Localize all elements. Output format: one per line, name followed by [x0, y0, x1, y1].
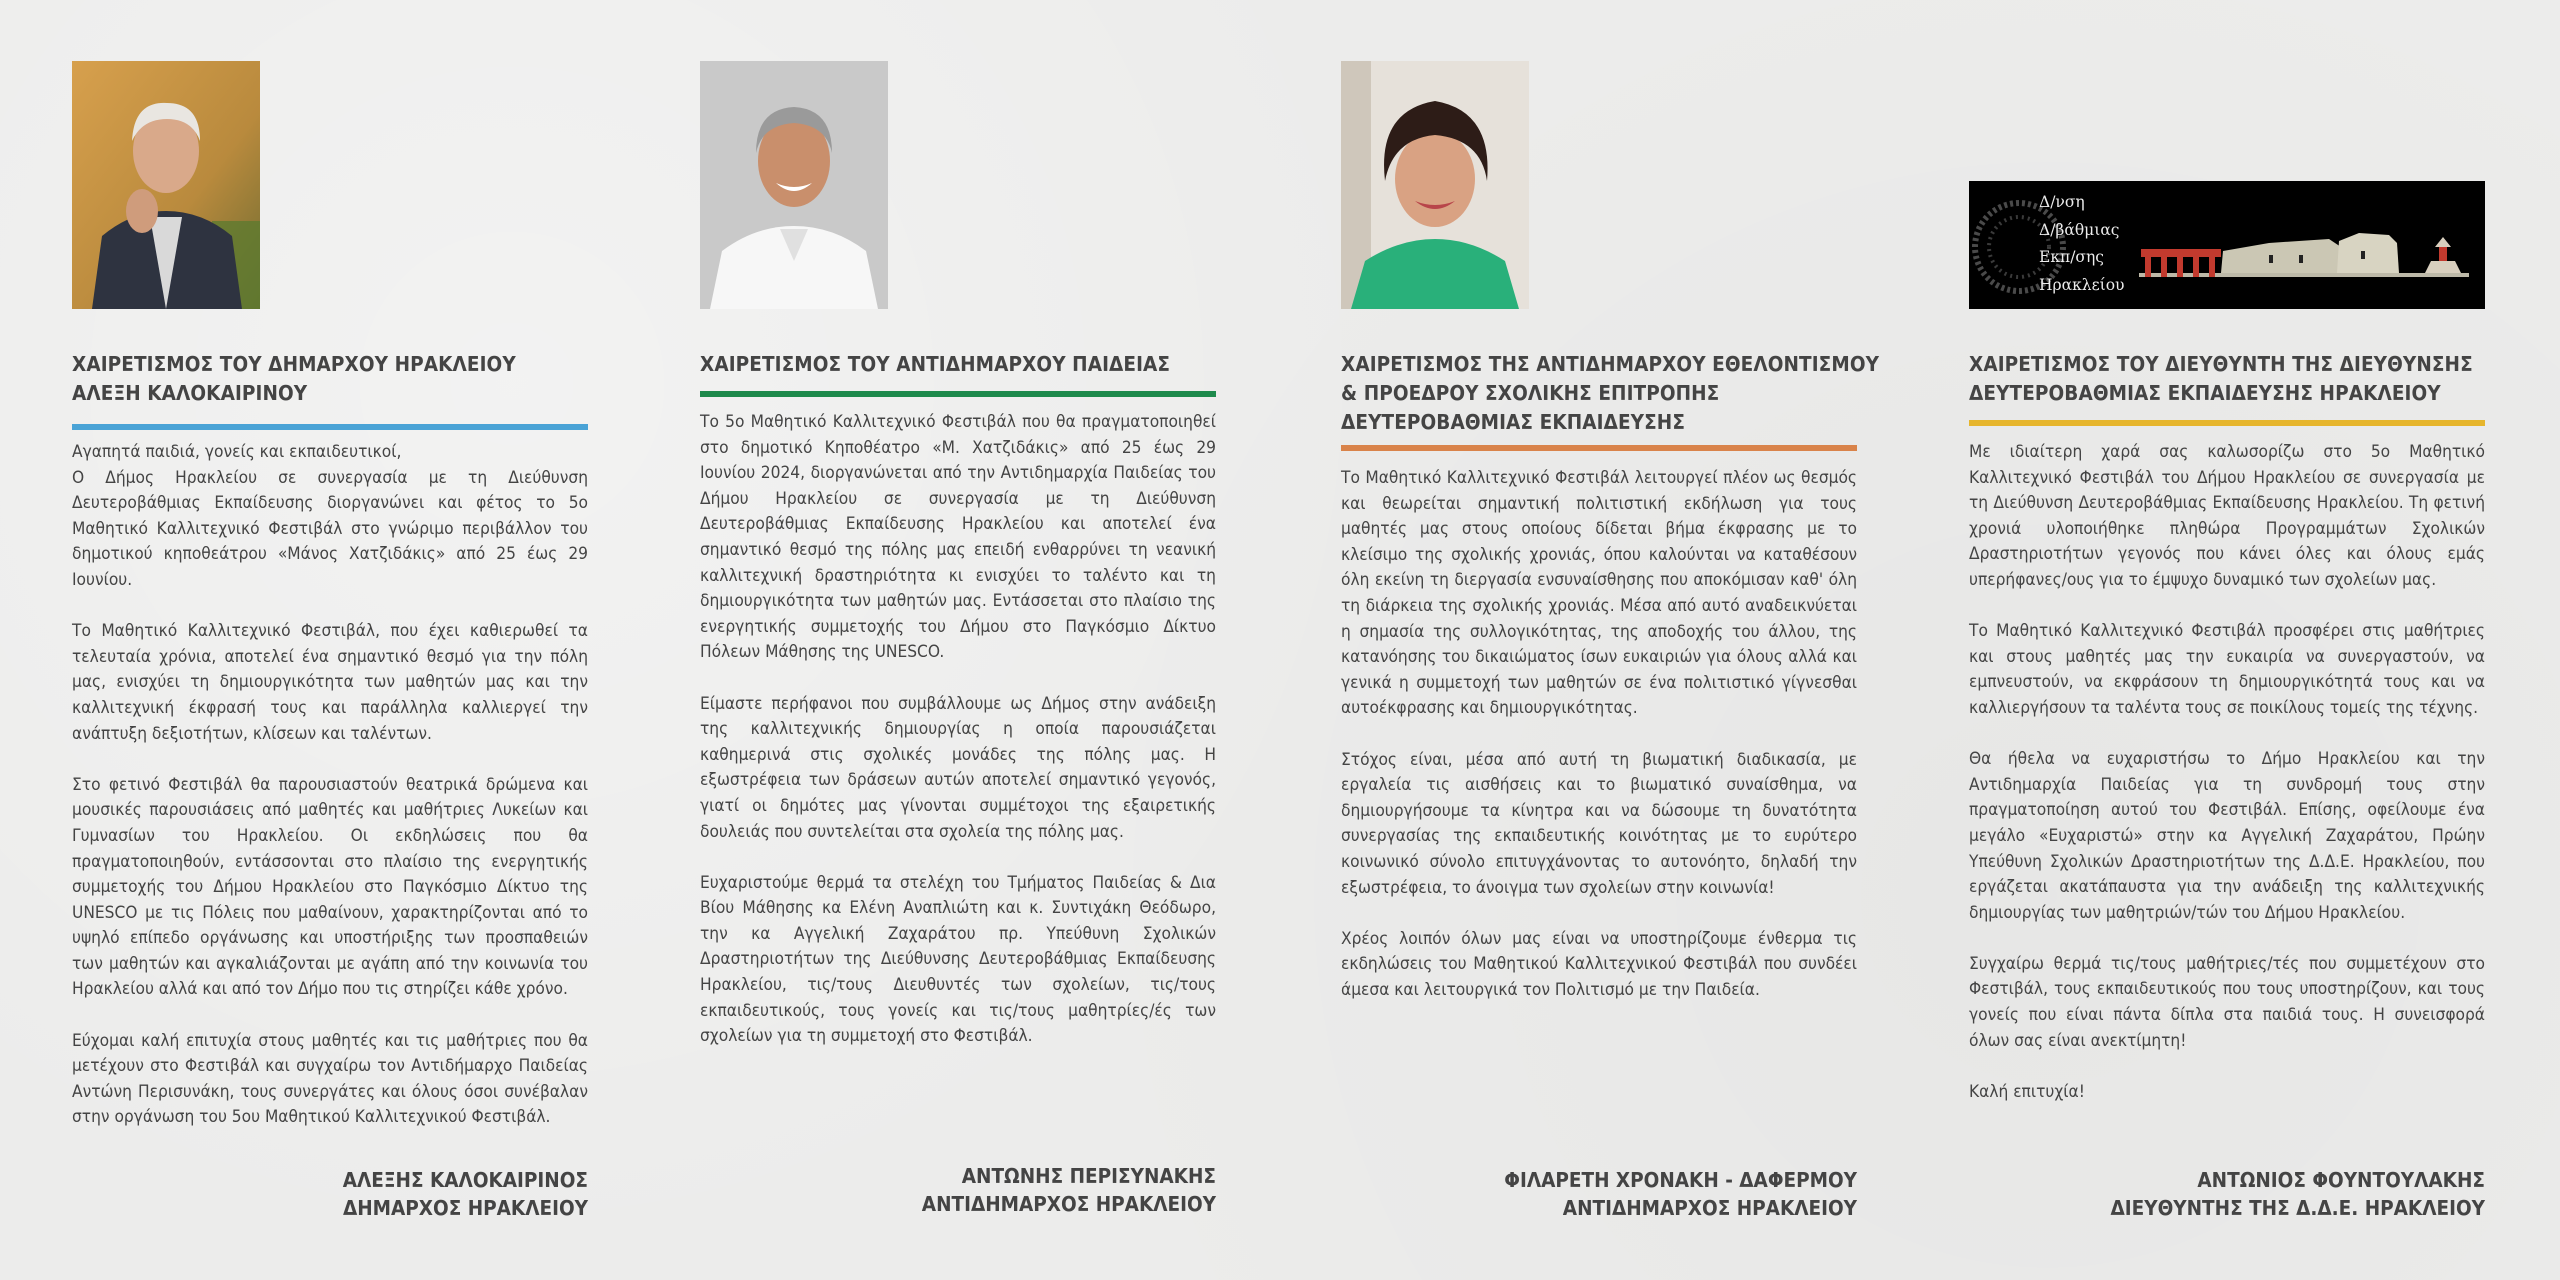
accent-rule: [1341, 445, 1857, 451]
signature-title: ΔΗΜΑΡΧΟΣ ΗΡΑΚΛΕΙΟΥ: [342, 1196, 588, 1220]
logo-line: Δ/νση: [2039, 193, 2085, 211]
signature-name: ΦΙΛΑΡΕΤΗ ΧΡΟΝΑΚΗ - ΔΑΦΕΡΜΟΥ: [1504, 1168, 1857, 1192]
signature-title: ΑΝΤΙΔΗΜΑΡΧΟΣ ΗΡΑΚΛΕΙΟΥ: [921, 1192, 1216, 1216]
heading-line: ΔΕΥΤΕΡΟΒΑΘΜΙΑΣ ΕΚΠΑΙΔΕΥΣΗΣ ΗΡΑΚΛΕΙΟΥ: [1969, 381, 2441, 405]
deputy-education-message: [700, 410, 1216, 1075]
heading-line: ΧΑΙΡΕΤΙΣΜΟΣ ΤΗΣ ΑΝΤΙΔΗΜΑΡΧΟΥ ΕΘΕΛΟΝΤΙΣΜΟΥ: [1341, 352, 1880, 376]
heading-line: ΧΑΙΡΕΤΙΣΜΟΣ ΤΟΥ ΑΝΤΙΔΗΜΑΡΧΟΥ ΠΑΙΔΕΙΑΣ: [700, 352, 1171, 376]
message-paragraph: Καλή επιτυχία!: [1969, 1081, 2085, 1102]
signature-title: ΑΝΤΙΔΗΜΑΡΧΟΣ ΗΡΑΚΛΕΙΟΥ: [1562, 1196, 1857, 1220]
message-paragraph: Θα ήθελα να ευχαριστήσω το Δήμο Ηρακλείου και την Αντιδημαρχία Παιδείας για τη συνδρομή τους στην πραγματοποίηση αυτού του Φεστιβάλ. Επίσης, οφείλουμε ένα μεγάλο «Ευχαριστώ» στην κα Αγγελική Ζαχαράτου, Πρώην Υπεύθυνη Σχολικών Δραστηριοτήτων της Δ.Δ.Ε. Ηρακλείου, που εργάζεται ακατάπαυστα για την ανάδειξη της καλλιτεχνικής δημιουργίας των μαθητριών/τών του Δήμου Ηρακλείου.: [1969, 749, 2485, 923]
column-mayor: [72, 0, 588, 1280]
deputy-volunteering-message: [1341, 466, 1857, 1029]
column-director: [1969, 0, 2485, 1280]
logo-line: Δ/βάθμιας: [2039, 220, 2120, 239]
message-paragraph: Με ιδιαίτερη χαρά σας καλωσορίζω στο 5ο Μαθητικό Καλλιτεχνικό Φεστιβάλ του Δήμου Ηρακλείου σε συνεργασία με τη Διεύθυνση Δευτεροβάθμιας Εκπαίδευσης Ηρακλείου. Τη φετινή χρονιά υλοποιήθηκε πληθώρα Προγραμμάτων Σχολικών Δραστηριοτήτων γεγονός που κάνει όλες και όλους εμάς υπερήφανες/ους για το έμψυχο δυναμικό των σχολείων μας.: [1969, 442, 2485, 590]
logo-text: [2039, 189, 2124, 299]
signature-name: ΑΝΤΩΝΗΣ ΠΕΡΙΣΥΝΑΚΗΣ: [961, 1164, 1216, 1188]
message-paragraph: Το Μαθητικό Καλλιτεχνικό Φεστιβάλ, που έχει καθιερωθεί τα τελευταία χρόνια, αποτελεί ένα σημαντικό θεσμό για την πόλη μας, ενισχύει τη δημιουργικότητα των μαθητών μας και την καλλιτεχνική έκφρασή τους και παράλληλα καλλιεργεί την ανάπτυξη δεξιοτήτων, κλίσεων και ταλέντων.: [72, 621, 588, 744]
deputy-education-photo: [700, 61, 888, 309]
heading-line: ΑΛΕΞΗ ΚΑΛΟΚΑΙΡΙΝΟΥ: [72, 381, 308, 405]
message-paragraph: Ευχαριστούμε θερμά τα στελέχη του Τμήματος Παιδείας & Δια Βίου Μάθησης κα Ελένη Αναπλιώτη και κ. Συντιχάκη Θεόδωρο, την κα Αγγελική Ζαχαράτου πρ. Υπεύθυνη Σχολικών Δραστηριοτήτων της Διεύθυνσης Δευτεροβάθμιας Εκπαίδευσης Ηρακλείου, τις/τους Διευθυντές των σχολείων, τις/τους εκπαιδευτικούς, τους γονείς και τις/τους μαθητρίες/ές των σχολείων για τη συμμετοχή στο Φεστιβάλ.: [700, 872, 1216, 1047]
column-deputy-volunteering: [1341, 0, 1880, 1280]
mayor-heading: [72, 350, 516, 408]
heading-line: ΧΑΙΡΕΤΙΣΜΟΣ ΤΟΥ ΔΙΕΥΘΥΝΤΗ ΤΗΣ ΔΙΕΥΘΥΝΣΗΣ: [1969, 352, 2473, 376]
signature-name: ΑΝΤΩΝΙΟΣ ΦΟΥΝΤΟΥΛΑΚΗΣ: [2197, 1168, 2485, 1192]
director-heading: [1969, 350, 2473, 408]
message-paragraph: Συγχαίρω θερμά τις/τους μαθήτριες/τές που συμμετέχουν στο Φεστιβάλ, τους εκπαιδευτικούς που τους υποστηρίζουν, και τους γονείς που είναι πάντα δίπλα στα παιδιά τους. Η συνεισφορά όλων σας είναι ανεκτίμητη!: [1969, 953, 2485, 1051]
logo-line: Ηρακλείου: [2039, 275, 2125, 294]
deputy-education-heading: [700, 350, 1170, 379]
heading-line: ΧΑΙΡΕΤΙΣΜΟΣ ΤΟΥ ΔΗΜΑΡΧΟΥ ΗΡΑΚΛΕΙΟΥ: [72, 352, 516, 376]
message-paragraph: Το 5ο Μαθητικό Καλλιτεχνικό Φεστιβάλ που θα πραγματοποιηθεί στο δημοτικό Κηποθέατρο «Μ. Χατζιδάκις» από 25 έως 29 Ιουνίου 2024, διοργανώνεται από την Αντιδημαρχία Παιδείας του Δήμου Ηρακλείου σε συνεργασία με τη Διεύθυνση Δευτεροβάθμιας Εκπαίδευσης Ηρακλείου και αποτελεί ένα σημαντικό θεσμό της πόλης μας επειδή ενθαρρύνει τη νεανική καλλιτεχνική δραστηριότητα κι ενισχύει το ταλέντο και τη δημιουργικότητα των μαθητών μας. Εντάσσεται στο πλαίσιο της ενεργητικής συμμετοχής του Δήμου στο Παγκόσμιο Δίκτυο Πόλεων Μάθησης της UNESCO.: [700, 412, 1216, 663]
accent-rule: [1969, 420, 2485, 426]
directorate-logo: [1969, 181, 2485, 309]
deputy-volunteering-signature: [1504, 1166, 1857, 1222]
message-paragraph: Το Μαθητικό Καλλιτεχνικό Φεστιβάλ λειτουργεί πλέον ως θεσμός και θεωρείται σημαντική πολιτιστική εκδήλωση για τους μαθητές μας στους οποίους δίδεται βήμα έκφρασης με το κλείσιμο της σχολικής χρονιάς, όπου καλούνται να καταθέσουν όλη εκείνη τη διεργασία ενσυναίσθησης που αποκόμισαν καθ' όλη τη διάρκεια της σχολικής χρονιάς. Μέσα από αυτό αναδεικνύεται η σημασία της συλλογικότητας, της αποδοχής του άλλου, της κατανόησης του δικαιώματος ίσων ευκαιριών για όλους αλλά και γενικά η συμμετοχή των μαθητών σε ένα πολιτιστικό γίγνεσθαι αυτοέκφρασης και δημιουργικότητας.: [1341, 468, 1857, 719]
message-paragraph: Είμαστε περήφανοι που συμβάλλουμε ως Δήμος στην ανάδειξη της καλλιτεχνικής δημιουργίας η οποία παρουσιάζεται καθημερινά στις σχολικές μονάδες της πόλης μας. Η εξωστρέφεια των δράσεων αυτών αποτελεί σημαντικό γεγονός, γιατί οι δημότες μας γίνονται συμμέτοχοι της εξαιρετικής δουλειάς που συντελείται στα σχολεία της πόλης μας.: [700, 693, 1216, 842]
column-deputy-education: [700, 0, 1216, 1280]
heading-line: ΔΕΥΤΕΡΟΒΑΘΜΙΑΣ ΕΚΠΑΙΔΕΥΣΗΣ: [1341, 410, 1686, 434]
message-paragraph: Εύχομαι καλή επιτυχία στους μαθητές και τις μαθήτριες που θα μετέχουν στο Φεστιβάλ και συγχαίρω τον Αντιδήμαρχο Παιδείας Αντώνη Περισυνάκη, τους συνεργάτες και όλους όσοι συνέβαλαν στην οργάνωση του 5ου Μαθητικού Καλλιτεχνικού Φεστιβάλ.: [72, 1030, 588, 1128]
message-paragraph: Χρέος λοιπόν όλων μας είναι να υποστηρίζουμε ένθερμα τις εκδηλώσεις του Μαθητικού Καλλιτεχνικού Φεστιβάλ που συνδέει άμεσα και λειτουργικά τον Πολιτισμό με την Παιδεία.: [1341, 928, 1857, 1000]
mayor-message: [72, 440, 588, 1157]
heading-line: & ΠΡΟΕΔΡΟΥ ΣΧΟΛΙΚΗΣ ΕΠΙΤΡΟΠΗΣ: [1341, 381, 1720, 405]
accent-rule: [700, 391, 1216, 397]
accent-rule: [72, 424, 588, 430]
message-paragraph: Το Μαθητικό Καλλιτεχνικό Φεστιβάλ προσφέρει στις μαθήτριες και στους μαθητές μας την ευκαιρία να συνεργαστούν, να εμπνευστούν, να εκφράσουν τη δημιουργικότητά τους και να καλλιεργήσουν τα ταλέντα τους σε ποικίλους τομείς της τέχνης.: [1969, 621, 2485, 718]
signature-name: ΑΛΕΞΗΣ ΚΑΛΟΚΑΙΡΙΝΟΣ: [342, 1168, 588, 1192]
director-message: [1969, 440, 2485, 1131]
logo-line: Εκπ/σης: [2039, 248, 2104, 266]
message-paragraph: Αγαπητά παιδιά, γονείς και εκπαιδευτικοί, Ο Δήμος Ηρακλείου σε συνεργασία με τη Διεύθυνση Δευτεροβάθμιας Εκπαίδευσης διοργανώνει και φέτος το 5ο Μαθητικό Καλλιτεχνικό Φεστιβάλ στο γνώριμο περιβάλλον του δημοτικού κηποθεάτρου «Μάνος Χατζιδάκις» από 25 έως 29 Ιουνίου.: [72, 442, 588, 590]
director-signature: [2111, 1166, 2486, 1222]
mayor-signature: [343, 1166, 588, 1222]
deputy-education-signature: [922, 1162, 1216, 1218]
mayor-photo: [72, 61, 260, 309]
message-paragraph: Στόχος είναι, μέσα από αυτή τη βιωματική διαδικασία, με εργαλεία τις αισθήσεις και το βιωματικό συναίσθημα, να δημιουργήσουμε τα κίνητρα και να δώσουμε τη δυνατότητα συνεργασίας της εκπαιδευτικής κοινότητας με το ευρύτερο κοινωνικό σύνολο επιτυγχάνοντας το αυτονόητο, δηλαδή την εξωστρέφεια, το άνοιγμα των σχολείων στην κοινωνία!: [1341, 749, 1857, 898]
message-paragraph: Στο φετινό Φεστιβάλ θα παρουσιαστούν θεατρικά δρώμενα και μουσικές παρουσιάσεις από μαθητές και μαθήτριες Λυκείων και Γυμνασίων του Ηρακλείου. Οι εκδηλώσεις που θα πραγματοποιηθούν, εντάσσονται στο πλαίσιο της ενεργητικής συμμετοχής του Δήμου Ηρακλείου στο Παγκόσμιο Δίκτυο της UNESCO με τις Πόλεις που μαθαίνουν, χαρακτηρίζονται από το υψηλό επίπεδο οργάνωσης και υποστήριξης των προσπαθειών των μαθητών και αγκαλιάζονται με αγάπη από την κοινωνία του Ηρακλείου αλλά και από τον Δήμο που τις στηρίζει κάθε χρόνο.: [72, 774, 588, 1000]
signature-title: ΔΙΕΥΘΥΝΤΗΣ ΤΗΣ Δ.Δ.Ε. ΗΡΑΚΛΕΙΟΥ: [2110, 1196, 2485, 1220]
deputy-volunteering-heading: [1341, 350, 1879, 437]
deputy-volunteering-photo: [1341, 61, 1529, 309]
